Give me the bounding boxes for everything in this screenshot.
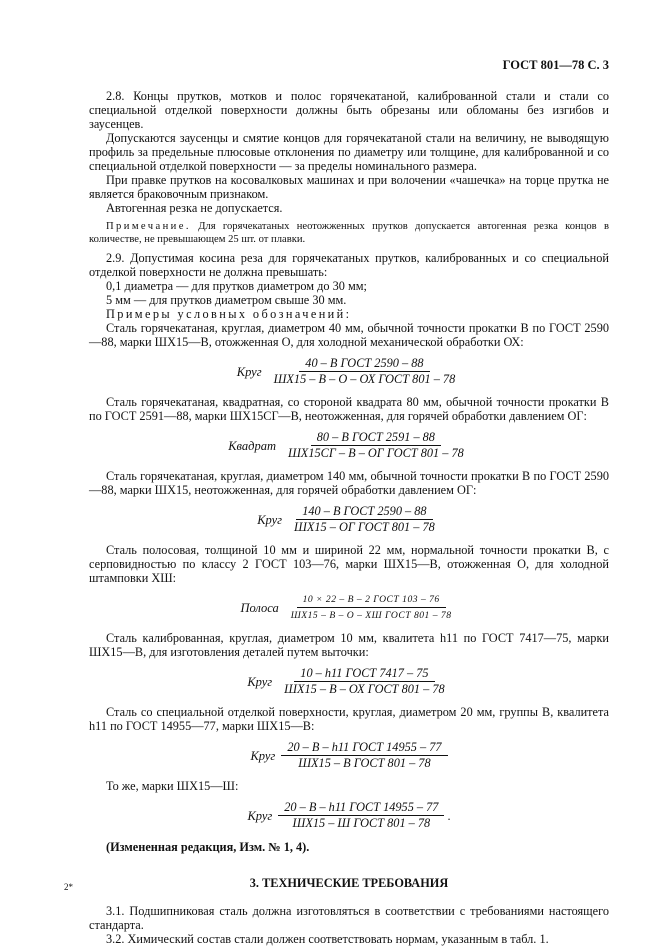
formula-3-name: Круг: [257, 512, 283, 527]
note-label: Примечание.: [106, 221, 191, 232]
formula-3: [89, 505, 609, 534]
formula-6-numerator: 20 – В – h11 ГОСТ 14955 – 77: [281, 741, 447, 756]
example-7-text: То же, марки ШХ15—Ш:: [106, 779, 239, 793]
example-5-text: Сталь калиброванная, круглая, диаметром 10 мм, квалитета h11 по ГОСТ 7417—75, марки ШХ15—В, для изготовления деталей путем выточки:: [89, 631, 609, 659]
examples-heading: Примеры условных обозначений:: [106, 307, 352, 321]
formula-1-name: Круг: [236, 364, 262, 379]
formula-7-period: .: [447, 808, 451, 823]
paragraph-2-8-burrs: Допускаются заусенцы и смятие концов для горячекатаной стали на величину, не выводящую профиль за предельные плюсовые отклонения по диаметру или толщине, для калиброванной и со специальной отделкой поверхности — за пределы номинального размера.: [89, 131, 609, 173]
paragraph-2-8: 2.8. Концы прутков, мотков и полос горячекатаной, калиброванной стали и стали со специальной отделкой поверхности должны быть обрезаны или обломаны без изгибов и заусенцев.: [89, 89, 609, 131]
formula-6-denominator: ШХ15 – В ГОСТ 801 – 78: [298, 756, 431, 770]
paragraph-2-9-item-1: 0,1 диаметра — для прутков диаметром до 30 мм;: [106, 279, 367, 293]
formula-1: [89, 357, 609, 386]
formula-7-denominator: ШХ15 – Ш ГОСТ 801 – 78: [292, 816, 431, 830]
formula-1-denominator: ШХ15 – В – О – ОХ ГОСТ 801 – 78: [273, 372, 456, 386]
formula-5: [89, 667, 609, 696]
page-footer-mark: 2*: [64, 882, 73, 892]
formula-3-denominator: ШХ15 – ОГ ГОСТ 801 – 78: [294, 520, 435, 534]
paragraph-2-8-gas-cutting: Автогенная резка не допускается.: [106, 201, 283, 215]
formula-3-fraction: [288, 505, 441, 534]
formula-2-denominator: ШХ15СГ – В – ОГ ГОСТ 801 – 78: [287, 446, 464, 460]
section-3-heading: 3. ТЕХНИЧЕСКИЕ ТРЕБОВАНИЯ: [249, 876, 449, 890]
formula-1-numerator: 40 – В ГОСТ 2590 – 88: [299, 357, 429, 372]
formula-6-fraction: [281, 741, 447, 770]
formula-2-numerator: 80 – В ГОСТ 2591 – 88: [311, 431, 441, 446]
formula-2-name: Квадрат: [228, 438, 276, 453]
amendment-note: (Измененная редакция, Изм. № 1, 4).: [106, 840, 310, 854]
formula-2-fraction: [282, 431, 470, 460]
paragraph-3-1: 3.1. Подшипниковая сталь должна изготовляться в соответствии с требованиями настоящего стандарта.: [89, 904, 609, 932]
formula-6-name: Круг: [250, 748, 276, 763]
page-header: ГОСТ 801—78 С. 3: [502, 58, 609, 72]
formula-7-name: Круг: [247, 808, 273, 823]
formula-3-numerator: 140 – В ГОСТ 2590 – 88: [296, 505, 432, 520]
formula-2: [89, 431, 609, 460]
paragraph-3-2: 3.2. Химический состав стали должен соответствовать нормам, указанным в табл. 1.: [106, 932, 549, 946]
page-content: [89, 89, 609, 946]
formula-4: [89, 593, 609, 622]
formula-5-name: Круг: [247, 674, 273, 689]
example-1-text: Сталь горячекатаная, круглая, диаметром 40 мм, обычной точности прокатки В по ГОСТ 2590—88, марки ШХ15—В, отожженная О, для холодной механической обработки ОХ:: [89, 321, 609, 349]
formula-1-fraction: [268, 357, 462, 386]
example-2-text: Сталь горячекатаная, квадратная, со стороной квадрата 80 мм, обычной точности прокатки В по ГОСТ 2591—88, марки ШХ15СГ—В, неотожженная, для горячей обработки давлением ОГ:: [89, 395, 609, 423]
paragraph-2-9-item-2: 5 мм — для прутков диаметром свыше 30 мм.: [106, 293, 347, 307]
note: [89, 220, 609, 246]
formula-4-fraction: [285, 593, 458, 622]
formula-5-numerator: 10 – h11 ГОСТ 7417 – 75: [294, 667, 434, 682]
formula-7-fraction: [278, 801, 444, 830]
formula-6: [89, 741, 609, 770]
formula-5-denominator: ШХ15 – В – ОХ ГОСТ 801 – 78: [284, 682, 445, 696]
formula-4-denominator: ШХ15 – В – О – ХШ ГОСТ 801 – 78: [290, 610, 452, 621]
paragraph-2-9: 2.9. Допустимая косина реза для горячекатаных прутков, калиброванных и со специальной отделкой поверхности не должна превышать:: [89, 251, 609, 279]
formula-7: [89, 801, 609, 830]
example-4-text: Сталь полосовая, толщиной 10 мм и шириной 22 мм, нормальной точности прокатки В, с серповидностью по классу 2 ГОСТ 103—76, марки ШХ15—В, отожженная О, для холодной штамповки ХШ:: [89, 543, 609, 585]
note-text: Для горячекатаных неотожженных прутков допускается автогенная резка концов в количестве, не превышающем 25 шт. от плавки.: [89, 221, 609, 245]
formula-4-numerator: 10 × 22 – В – 2 ГОСТ 103 – 76: [297, 593, 446, 608]
formula-5-fraction: [278, 667, 450, 696]
example-3-text: Сталь горячекатаная, круглая, диаметром 140 мм, обычной точности прокатки В по ГОСТ 2590—88, марки ШХ15, неотожженная, для горячей обработки давлением ОГ:: [89, 469, 609, 497]
paragraph-2-8-straightening: При правке прутков на косовалковых машинах и при волочении «чашечка» на торце прутка не является браковочным признаком.: [89, 173, 609, 201]
formula-4-name: Полоса: [240, 600, 279, 615]
example-6-text: Сталь со специальной отделкой поверхности, круглая, диаметром 20 мм, группы В, квалитета h11 по ГОСТ 14955—77, марки ШХ15—В:: [89, 705, 609, 733]
formula-7-numerator: 20 – В – h11 ГОСТ 14955 – 77: [278, 801, 444, 816]
